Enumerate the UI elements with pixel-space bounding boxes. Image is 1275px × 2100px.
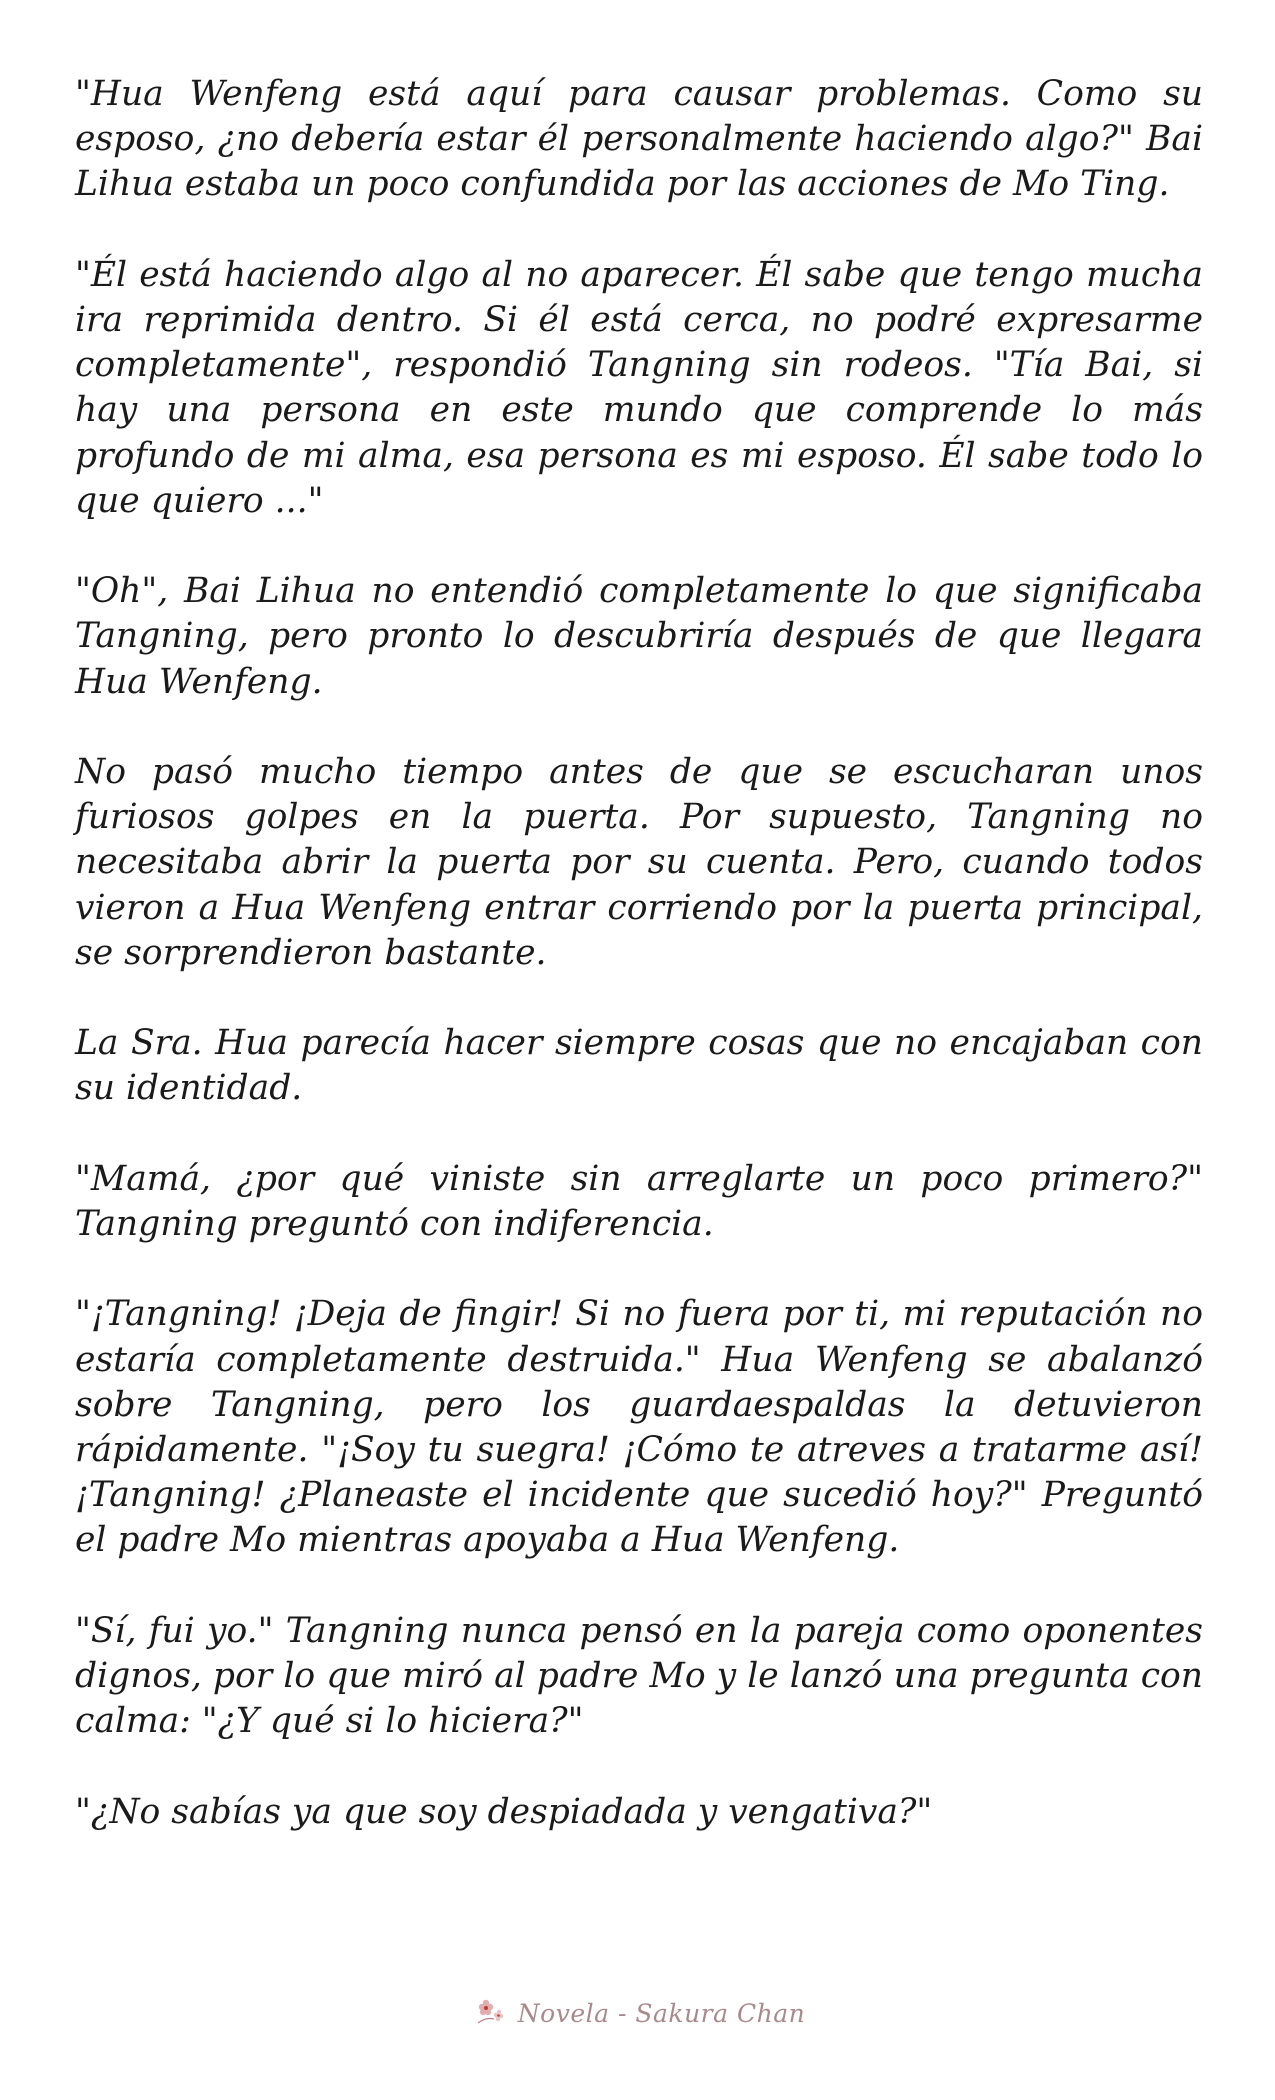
- paragraph: "¿No sabías ya que soy despiadada y vengativa?": [75, 1791, 933, 1832]
- paragraph: "¡Tangning! ¡Deja de fingir! Si no fuera por ti, mi reputación no estaría completamente destruida." Hua Wenfeng se abalanzó sobre Tangning, pero los guardaespaldas la detuvieron rápidamente. "¡Soy tu suegra! ¡Cómo te atreves a tratarme así! ¡Tangning! ¿Planeaste el incidente que sucedió hoy?" Preguntó el padre Mo mientras apoyaba a Hua Wenfeng.: [75, 1294, 1203, 1561]
- watermark-footer: [0, 1993, 1275, 2033]
- paragraph: "Oh", Bai Lihua no entendió completamente lo que significaba Tangning, pero pronto lo descubriría después de que llegara Hua Wenfeng.: [75, 571, 1203, 702]
- watermark-text: Novela - Sakura Chan: [517, 1998, 806, 2028]
- paragraph: "Mamá, ¿por qué viniste sin arreglarte un poco primero?" Tangning preguntó con indiferencia.: [75, 1158, 1203, 1244]
- paragraph: La Sra. Hua parecía hacer siempre cosas que no encajaban con su identidad.: [75, 1023, 1203, 1109]
- paragraph: "Hua Wenfeng está aquí para causar problemas. Como su esposo, ¿no debería estar él personalmente haciendo algo?" Bai Lihua estaba un poco confundida por las acciones de Mo Ting.: [75, 74, 1203, 205]
- paragraph: "Él está haciendo algo al no aparecer. Él sabe que tengo mucha ira reprimida dentro. Si él está cerca, no podré expresarme completamente", respondió Tangning sin rodeos. "Tía Bai, si hay una persona en este mundo que comprende lo más profundo de mi alma, esa persona es mi esposo. Él sabe todo lo que quiero ...": [75, 254, 1203, 521]
- paragraph: "Sí, fui yo." Tangning nunca pensó en la pareja como oponentes dignos, por lo que miró al padre Mo y le lanzó una pregunta con calma: "¿Y qué si lo hiciera?": [75, 1610, 1203, 1742]
- chapter-body: [75, 72, 1203, 1880]
- paragraph: No pasó mucho tiempo antes de que se escucharan unos furiosos golpes en la puerta. Por supuesto, Tangning no necesitaba abrir la puerta por su cuenta. Pero, cuando todos vieron a Hua Wenfeng entrar corriendo por la puerta principal, se sorprendieron bastante.: [75, 752, 1203, 973]
- sakura-blossom-icon: [470, 1993, 510, 2033]
